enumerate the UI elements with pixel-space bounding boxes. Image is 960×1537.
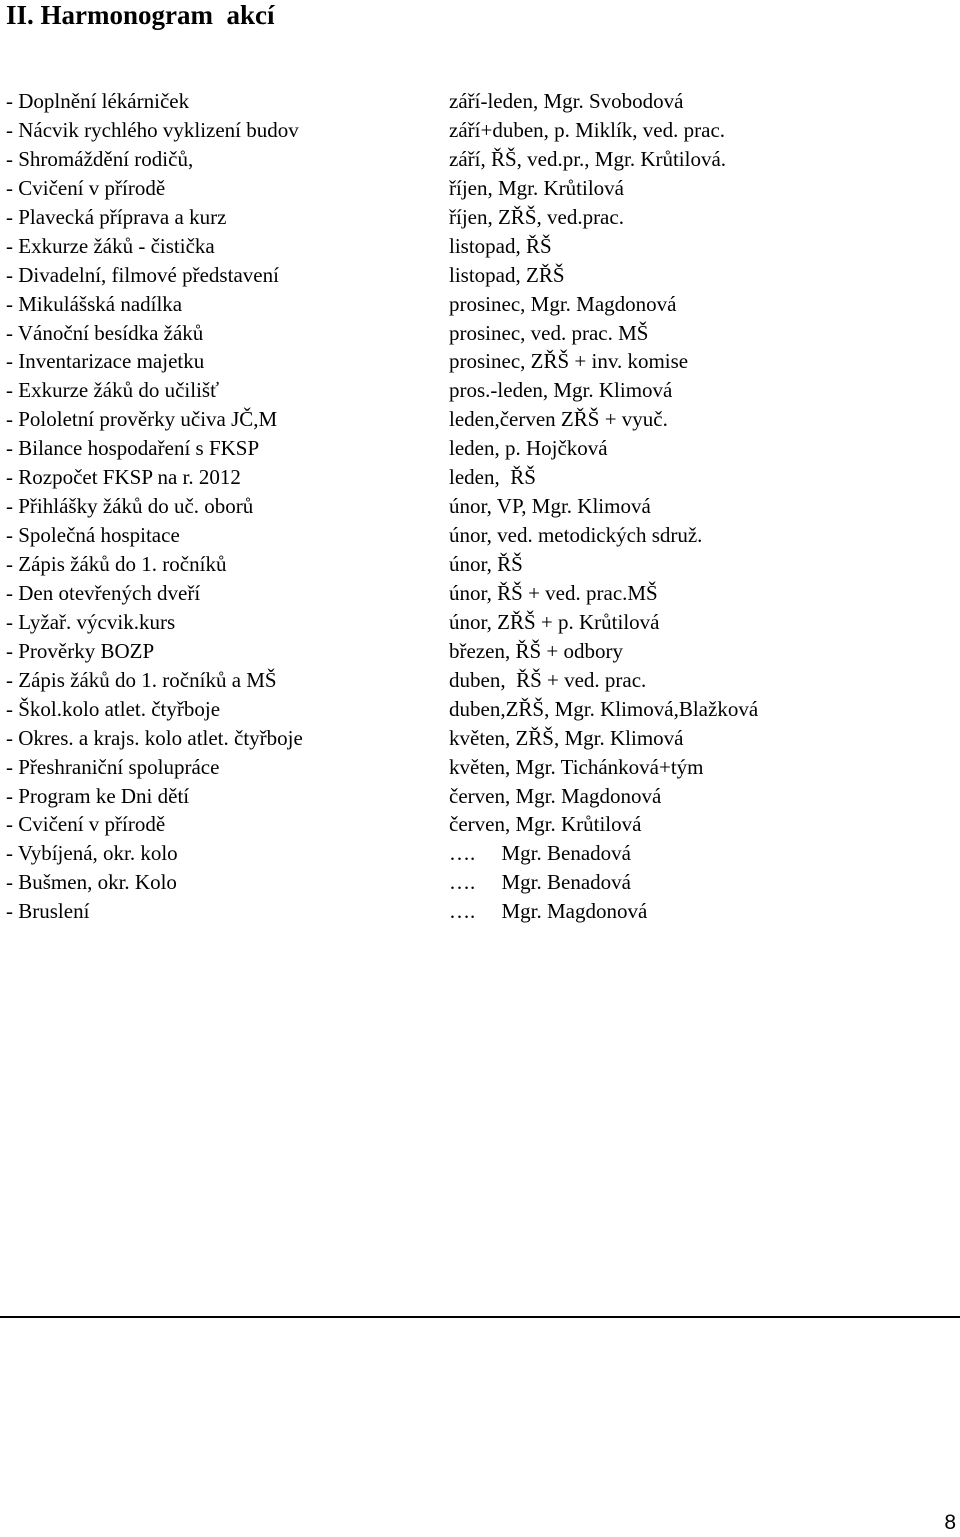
activity-text: - Vánoční besídka žáků [6, 320, 204, 345]
activity-text: - Divadelní, filmové představení [6, 262, 279, 287]
schedule-text: …. Mgr. Benadová [449, 841, 631, 866]
schedule-list [0, 87, 960, 926]
schedule-text: listopad, ZŘŠ [449, 262, 565, 287]
activity-text: - Lyžař. výcvik.kurs [6, 609, 176, 634]
schedule-text: únor, ŘŠ [449, 552, 523, 576]
schedule-text: …. Mgr. Magdonová [449, 899, 648, 924]
schedule-row [0, 434, 960, 463]
schedule-text: říjen, Mgr. Krůtilová [449, 175, 624, 200]
schedule-row [0, 347, 960, 376]
activity-text: - Inventarizace majetku [6, 349, 205, 374]
schedule-text: březen, ŘŠ + odbory [449, 638, 623, 663]
schedule-row [0, 290, 960, 319]
activity-text: - Bušmen, okr. Kolo [6, 870, 177, 895]
section-heading: II. Harmonogram akcí [6, 0, 275, 30]
schedule-row [0, 782, 960, 811]
schedule-text: únor, ved. metodických sdruž. [449, 523, 703, 548]
schedule-text: prosinec, ZŘŠ + inv. komise [449, 349, 689, 374]
activity-text: - Bruslení [6, 899, 90, 924]
schedule-row [0, 405, 960, 434]
schedule-row [0, 376, 960, 405]
schedule-row [0, 637, 960, 666]
activity-text: - Rozpočet FKSP na r. 2012 [6, 465, 241, 490]
schedule-text: pros.-leden, Mgr. Klimová [449, 378, 673, 403]
activity-text: - Společná hospitace [6, 523, 180, 548]
schedule-row [0, 521, 960, 550]
schedule-row [0, 463, 960, 492]
schedule-text: listopad, ŘŠ [449, 233, 552, 258]
schedule-text: červen, Mgr. Magdonová [449, 783, 662, 808]
activity-text: - Plavecká příprava a kurz [6, 204, 227, 229]
schedule-text: leden, ŘŠ [449, 465, 536, 490]
schedule-text: leden, p. Hojčková [449, 436, 608, 461]
schedule-row [0, 145, 960, 174]
schedule-text: prosinec, ved. prac. MŠ [449, 320, 649, 345]
schedule-text: …. Mgr. Benadová [449, 870, 631, 895]
schedule-text: duben,ZŘŠ, Mgr. Klimová,Blažková [449, 696, 759, 721]
schedule-text: říjen, ZŘŠ, ved.prac. [449, 204, 624, 229]
activity-text: - Den otevřených dveří [6, 580, 201, 605]
schedule-text: květen, ZŘŠ, Mgr. Klimová [449, 725, 684, 750]
activity-text: - Bilance hospodaření s FKSP [6, 436, 260, 461]
activity-text: - Nácvik rychlého vyklizení budov [6, 117, 299, 142]
activity-text: - Prověrky BOZP [6, 638, 155, 663]
schedule-text: únor, VP, Mgr. Klimová [449, 494, 651, 519]
schedule-row [0, 550, 960, 579]
activity-text: - Doplnění lékárniček [6, 89, 190, 113]
schedule-text: červen, Mgr. Krůtilová [449, 812, 642, 837]
schedule-text: září+duben, p. Miklík, ved. prac. [449, 117, 726, 142]
schedule-row [0, 695, 960, 724]
activity-text: - Program ke Dni dětí [6, 783, 190, 808]
schedule-row [0, 666, 960, 695]
activity-text: - Vybíjená, okr. kolo [6, 841, 178, 866]
schedule-text: září, ŘŠ, ved.pr., Mgr. Krůtilová. [449, 146, 727, 171]
schedule-row [0, 116, 960, 145]
schedule-row [0, 174, 960, 203]
schedule-text: únor, ŘŠ + ved. prac.MŠ [449, 580, 658, 605]
schedule-row [0, 261, 960, 290]
schedule-row [0, 897, 960, 926]
schedule-row [0, 203, 960, 232]
activity-text: - Přihlášky žáků do uč. oborů [6, 494, 254, 519]
schedule-row [0, 608, 960, 637]
page-number: 8 [944, 1511, 956, 1534]
activity-text: - Zápis žáků do 1. ročníků a MŠ [6, 667, 277, 692]
schedule-row [0, 579, 960, 608]
schedule-row [0, 232, 960, 261]
schedule-row [0, 839, 960, 868]
activity-text: - Cvičení v přírodě [6, 175, 166, 200]
activity-text: - Pololetní prověrky učiva JČ,M [6, 407, 278, 432]
schedule-row [0, 810, 960, 839]
activity-text: - Škol.kolo atlet. čtyřboje [6, 696, 221, 721]
schedule-row [0, 492, 960, 521]
activity-text: - Zápis žáků do 1. ročníků [6, 552, 227, 576]
schedule-text: leden,červen ZŘŠ + vyuč. [449, 407, 668, 432]
schedule-row [0, 724, 960, 753]
activity-text: - Mikulášská nadílka [6, 291, 183, 316]
footer-divider [0, 1316, 960, 1318]
schedule-row [0, 753, 960, 782]
activity-text: - Přeshraniční spolupráce [6, 754, 220, 779]
schedule-text: duben, ŘŠ + ved. prac. [449, 667, 647, 692]
schedule-text: únor, ZŘŠ + p. Krůtilová [449, 609, 660, 634]
schedule-row [0, 868, 960, 897]
activity-text: - Okres. a krajs. kolo atlet. čtyřboje [6, 725, 303, 750]
activity-text: - Exkurze žáků - čistička [6, 233, 215, 258]
schedule-text: prosinec, Mgr. Magdonová [449, 291, 677, 316]
schedule-row [0, 319, 960, 348]
activity-text: - Shromáždění rodičů, [6, 146, 194, 171]
activity-text: - Cvičení v přírodě [6, 812, 166, 837]
schedule-text: květen, Mgr. Tichánková+tým [449, 754, 704, 779]
schedule-row [0, 87, 960, 116]
activity-text: - Exkurze žáků do učilišť [6, 378, 220, 403]
schedule-text: září-leden, Mgr. Svobodová [449, 89, 684, 113]
